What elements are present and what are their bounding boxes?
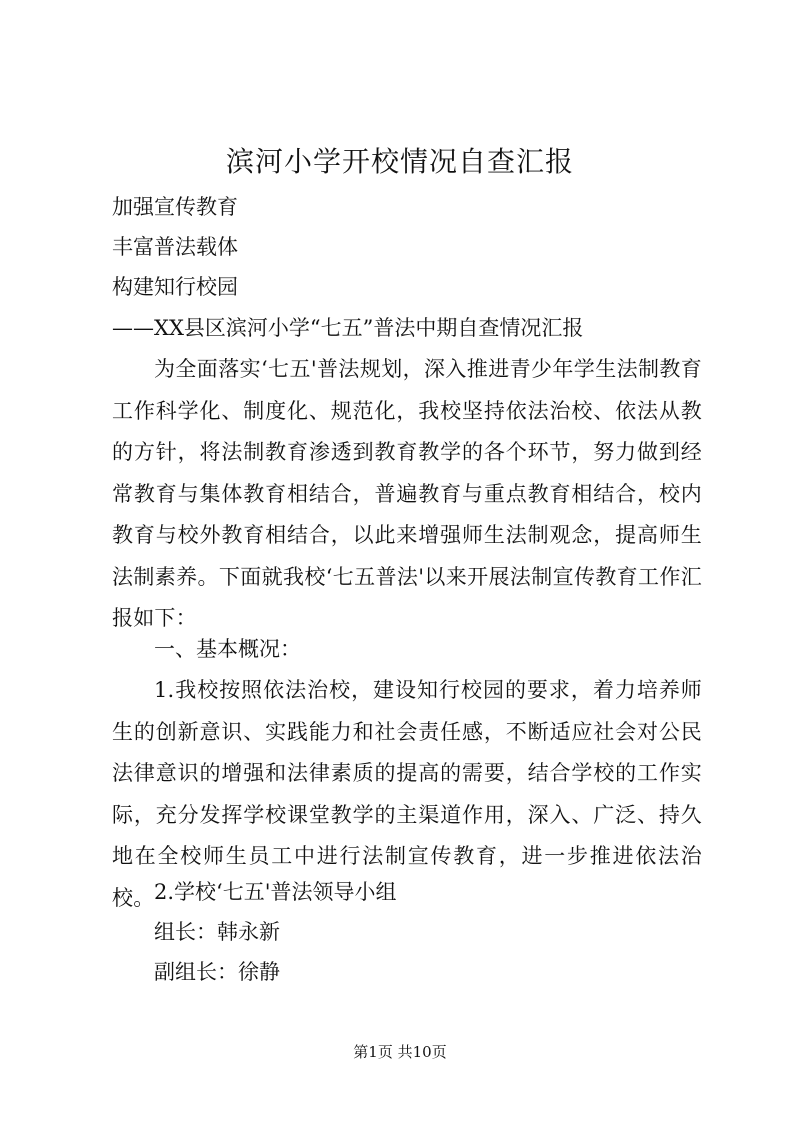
overview-item-1: 1.我校按照依法治校，建设知行校园的要求，着力培养师生的创新意识、实践能力和社会责任感，不断适应社会对公民法律意识的增强和法律素质的提高的需要，结合学校的工作实际，充分发挥学校课堂教学的主渠道作用，深入、广泛、持久地在全校师生员工中进行法制宣传教育，进一步推进依法治校。 <box>112 678 702 910</box>
intro-paragraph: 为全面落实‘七五'普法规划，深入推进青少年学生法制教育工作科学化、制度化、规范化，我校坚持依法治校、依法从教的方针，将法制教育渗透到教育教学的各个环节，努力做到经常教育与集体教育相结合，普遍教育与重点教育相结合，校内教育与校外教育相结合，以此来增强师生法制观念，提高师生法制素养。下面就我校‘七五普法'以来开展法制宣传教育工作汇报如下： <box>112 357 702 630</box>
slogan-line-2: 丰富普法载体 <box>112 235 238 259</box>
slogan-line-3: 构建知行校园 <box>112 275 238 299</box>
section-heading-overview: 一、基本概况： <box>154 637 301 661</box>
overview-item-2: 2.学校‘七五'普法领导小组 <box>154 880 397 904</box>
document-title: 滨河小学开校情况自查汇报 <box>225 145 574 178</box>
page-number-footer: 第1页 共10页 <box>353 1043 447 1061</box>
document-subtitle: ——XX县区滨河小学“七五”普法中期自查情况汇报 <box>112 316 584 340</box>
deputy-leader-line: 副组长：徐静 <box>154 960 280 984</box>
group-leader-line: 组长：韩永新 <box>154 920 280 944</box>
slogan-line-1: 加强宣传教育 <box>112 195 238 219</box>
